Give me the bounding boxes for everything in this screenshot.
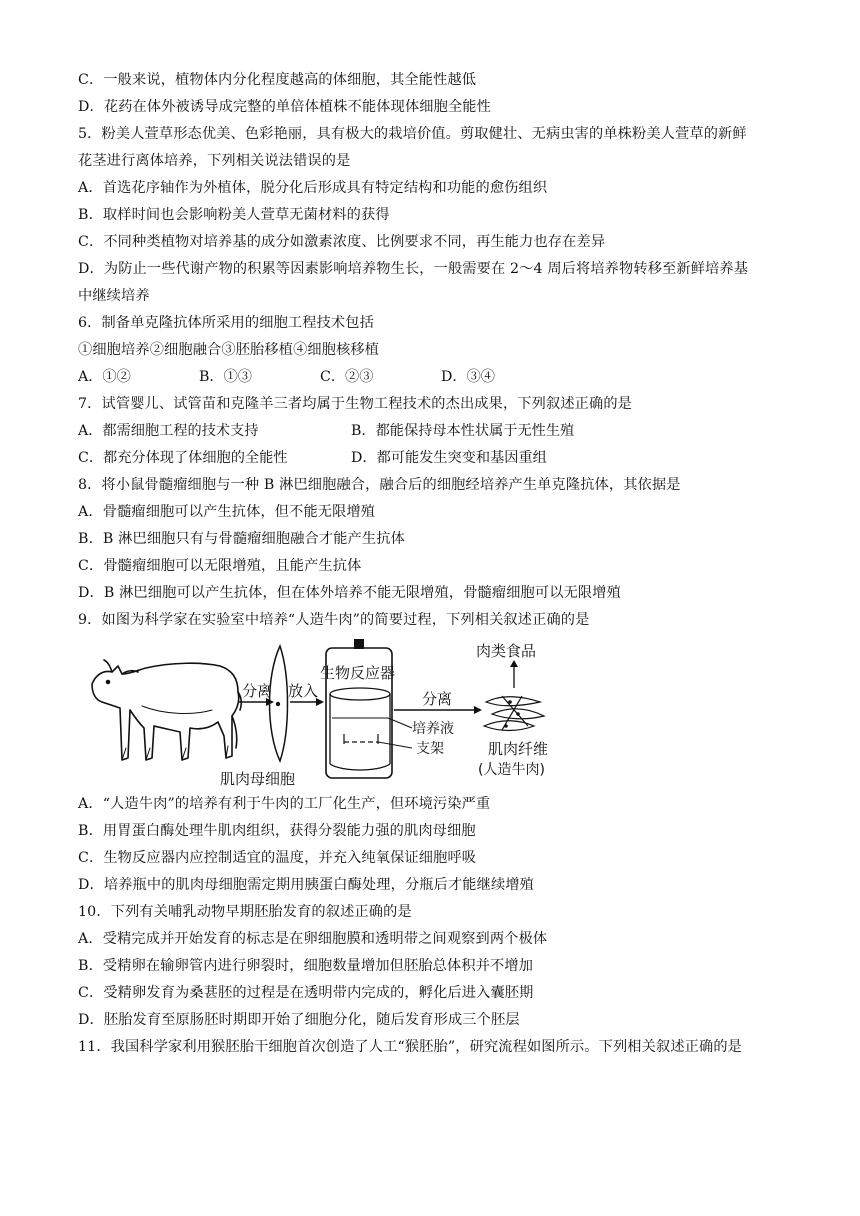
q7-stem: 7．试管婴儿、试管苗和克隆羊三者均属于生物工程技术的杰出成果，下列叙述正确的是: [78, 396, 633, 412]
arrow-head-3: [474, 706, 482, 714]
q10-stem: 10．下列有关哺乳动物早期胚胎发育的叙述正确的是: [78, 904, 412, 920]
q6-option-d: D．③④: [441, 369, 495, 385]
myoblast-label: 肌肉母细胞: [220, 770, 296, 788]
separate-label-2: 分离: [422, 690, 453, 708]
q5-option-a: A．首选花序轴作为外植体，脱分化后形成具有特定结构和功能的愈伤组织: [78, 180, 548, 196]
bioreactor-label: 生物反应器: [320, 664, 396, 682]
artificial-beef-diagram: [82, 636, 582, 788]
q8-stem: 8．将小鼠骨髓瘤细胞与一种 B 淋巴细胞融合，融合后的细胞经培养产生单克隆抗体，其依据是: [78, 477, 681, 493]
q8-option-c: C．骨髓瘤细胞可以无限增殖，且能产生抗体: [78, 558, 362, 574]
q6-option-c: C．②③: [320, 369, 374, 385]
up-arrow-head: [510, 660, 518, 667]
q5-stem-line2: 花茎进行离体培养，下列相关说法错误的是: [78, 153, 351, 169]
q9-option-b: B．用胃蛋白酶处理牛肌肉组织，获得分裂能力强的肌肉母细胞: [78, 823, 476, 839]
q8-option-b: B．B 淋巴细胞只有与骨髓瘤细胞融合才能产生抗体: [78, 531, 405, 547]
q10-option-c: C．受精卵发育为桑葚胚的过程是在透明带内完成的，孵化后进入囊胚期: [78, 985, 534, 1001]
muscle-fiber-icon: [484, 696, 544, 731]
meat-food-label: 肉类食品: [476, 642, 537, 660]
q6-stem: 6．制备单克隆抗体所采用的细胞工程技术包括: [78, 315, 374, 331]
myoblast-cell-icon: [270, 646, 288, 761]
q9-stem: 9．如图为科学家在实验室中培养“人造牛肉”的简要过程，下列相关叙述正确的是: [78, 612, 590, 628]
q5-stem-line1: 5．粉美人萱草形态优美、色彩艳丽，具有极大的栽培价值。剪取健壮、无病虫害的单株粉美人萱草的新鲜: [78, 126, 747, 142]
q5-option-c: C．不同种类植物对培养基的成分如激素浓度、比例要求不同，再生能力也存在差异: [78, 234, 606, 250]
q9-option-d: D．培养瓶中的肌肉母细胞需定期用胰蛋白酶处理，分瓶后才能继续增殖: [78, 877, 534, 893]
q7-option-a: A．都需细胞工程的技术支持: [78, 423, 259, 439]
medium-label: 培养液: [412, 721, 454, 737]
q11-stem: 11．我国科学家利用猴胚胎干细胞首次创造了人工“猴胚胎”，研究流程如图所示。下列相关叙述正确的是: [78, 1039, 743, 1055]
q5-option-d-line2: 中继续培养: [78, 288, 150, 304]
q6-items: ①细胞培养②细胞融合③胚胎移植④细胞核移植: [78, 342, 380, 358]
cow-icon: [92, 660, 241, 760]
q7-option-c: C．都充分体现了体细胞的全能性: [78, 450, 288, 466]
q10-option-a: A．受精完成并开始发育的标志是在卵细胞膜和透明带之间观察到两个极体: [78, 931, 548, 947]
q7-option-d: D．都可能发生突变和基因重组: [351, 450, 547, 466]
put-in-label: 放入: [288, 682, 319, 700]
separate-label-1: 分离: [242, 682, 273, 700]
q10-option-d: D．胚胎发育至原肠胚时期即开始了细胞分化，随后发育形成三个胚层: [78, 1012, 520, 1028]
muscle-fiber-label: 肌肉纤维: [488, 740, 549, 758]
q5-option-b: B．取样时间也会影响粉美人萱草无菌材料的获得: [78, 207, 390, 223]
artificial-beef-label: (人造牛肉): [478, 762, 545, 778]
diagram-svg: [82, 636, 582, 788]
scaffold-label: 支架: [416, 741, 444, 757]
scaffold-pointer: [378, 742, 412, 748]
q8-option-d: D．B 淋巴细胞可以产生抗体，但在体外培养不能无限增殖，骨髓瘤细胞可以无限增殖: [78, 585, 621, 601]
q10-option-b: B．受精卵在输卵管内进行卵裂时，细胞数量增加但胚胎总体积并不增加: [78, 958, 534, 974]
q9-option-c: C．生物反应器内应控制适宜的温度，并充入纯氧保证细胞呼吸: [78, 850, 477, 866]
q8-option-a: A．骨髓瘤细胞可以产生抗体，但不能无限增殖: [78, 504, 376, 520]
q4-option-d: D．花药在体外被诱导成完整的单倍体植株不能体现体细胞全能性: [78, 99, 491, 115]
q4-option-c: C．一般来说，植物体内分化程度越高的体细胞，其全能性越低: [78, 72, 477, 88]
q5-option-d-line1: D．为防止一些代谢产物的积累等因素影响培养物生长，一般需要在 2～4 周后将培养物转移至新鲜培养基: [78, 261, 749, 277]
bioreactor-icon: [326, 639, 392, 778]
q6-option-a: A．①②: [78, 369, 131, 385]
q9-option-a: A．“人造牛肉”的培养有利于牛肉的工厂化生产，但环境污染严重: [78, 796, 491, 812]
q6-option-b: B．①③: [199, 369, 252, 385]
q7-option-b: B．都能保持母本性状属于无性生殖: [351, 423, 575, 439]
